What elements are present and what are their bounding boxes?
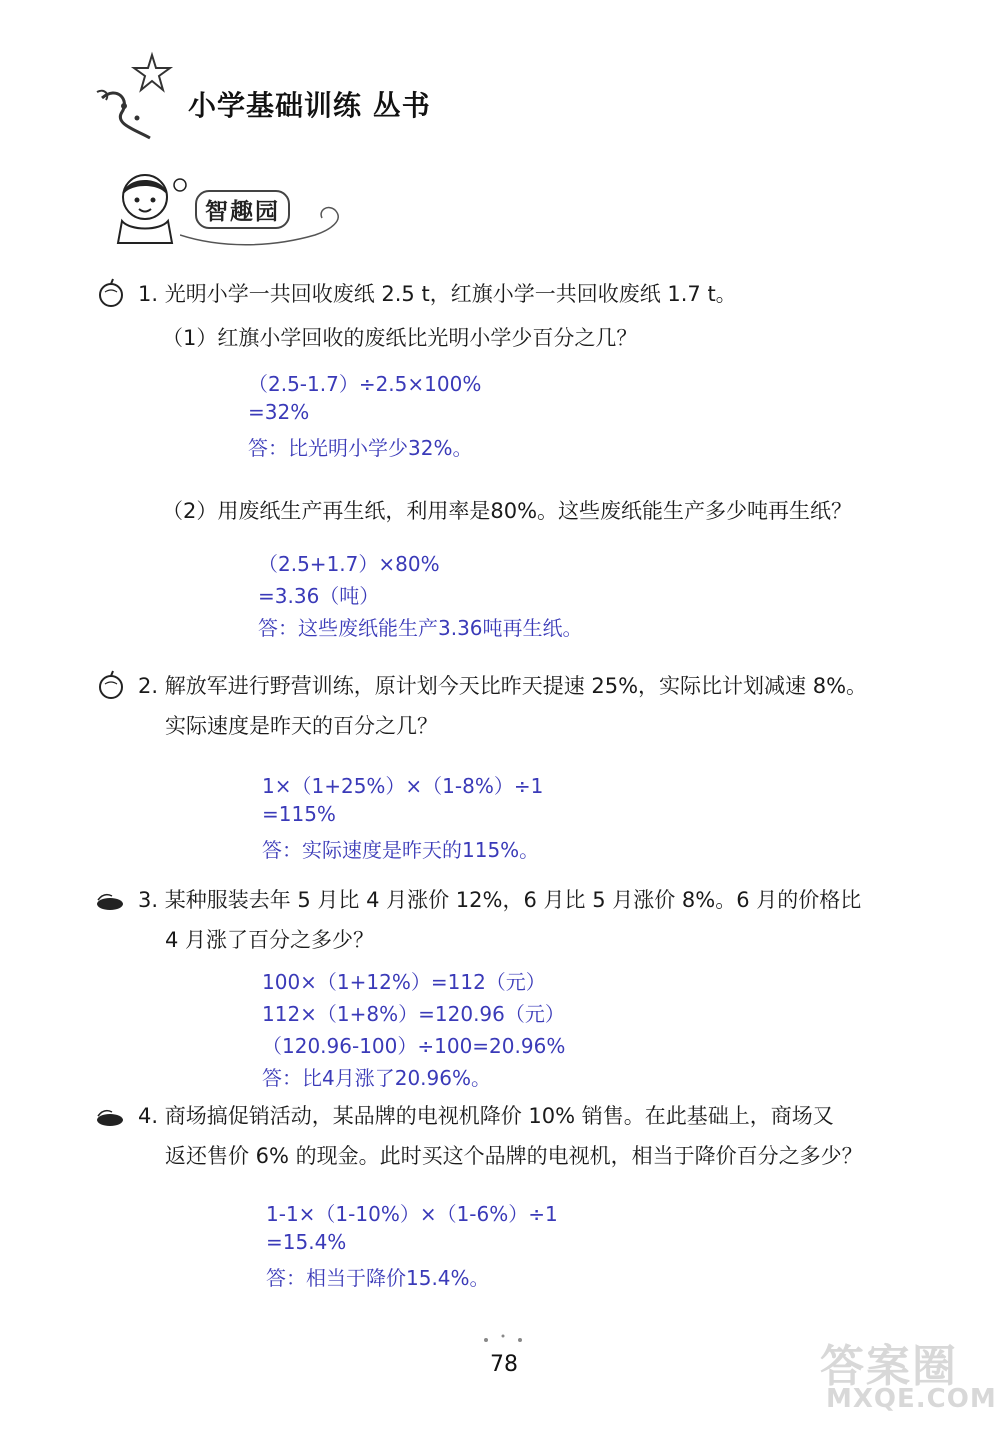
series-title: 小学基础训练 丛书: [188, 89, 431, 122]
question-4-text-line-2: 返还售价 6% 的现金。此时买这个品牌的电视机，相当于降价百分之多少？: [165, 1144, 863, 1168]
question-2-text-line-1: 2. 解放军进行野营训练，原计划今天比昨天提速 25%，实际比计划减速 8%。: [138, 674, 868, 698]
watermark-logo: 答案圈: [820, 1341, 958, 1392]
page-number: 78: [490, 1352, 518, 1377]
question-4-text-line-1: 4. 商场搞促销活动，某品牌的电视机降价 10% 销售。在此基础上，商场又: [138, 1104, 834, 1128]
apple-icon: [96, 278, 126, 308]
q1p2-answer-line-1: （2.5+1.7）×80%: [258, 552, 440, 576]
q3-answer-line-4: 答：比4月涨了20.96%。: [262, 1066, 491, 1090]
q1p1-answer-line-2: =32%: [248, 400, 310, 424]
q1p1-answer-line-1: （2.5-1.7）÷2.5×100%: [248, 372, 482, 396]
question-1-text: 1. 光明小学一共回收废纸 2.5 t，红旗小学一共回收废纸 1.7 t。: [138, 282, 737, 306]
q3-answer-line-2: 112×（1+8%）=120.96（元）: [262, 1002, 565, 1026]
star-fairy-icon: [92, 50, 187, 145]
q2-answer-line-3: 答：实际速度是昨天的115%。: [262, 838, 540, 862]
question-2-text-line-2: 实际速度是昨天的百分之几？: [165, 714, 438, 738]
q1p1-answer-line-3: 答：比光明小学少32%。: [248, 436, 473, 460]
watermark-url: MXQE.COM: [826, 1384, 997, 1414]
q4-answer-line-3: 答：相当于降价15.4%。: [266, 1266, 490, 1290]
apple-icon: [96, 670, 126, 700]
seed-icon: [94, 1106, 126, 1130]
q2-answer-line-2: =115%: [262, 802, 336, 826]
question-3-text-line-2: 4 月涨了百分之多少？: [165, 928, 375, 952]
q1p2-answer-line-3: 答：这些废纸能生产3.36吨再生纸。: [258, 616, 583, 640]
question-1-part-2: （2）用废纸生产再生纸，利用率是80%。这些废纸能生产多少吨再生纸？: [162, 499, 853, 523]
q3-answer-line-3: （120.96-100）÷100=20.96%: [262, 1034, 566, 1058]
question-3-text-line-1: 3. 某种服装去年 5 月比 4 月涨价 12%，6 月比 5 月涨价 8%。6 月的价格比: [138, 888, 862, 912]
q4-answer-line-2: =15.4%: [266, 1230, 347, 1254]
section-title: 智趣园: [195, 190, 290, 229]
q4-answer-line-1: 1-1×（1-10%）×（1-6%）÷1: [266, 1202, 558, 1226]
q3-answer-line-1: 100×（1+12%）=112（元）: [262, 970, 546, 994]
page-ornament: [478, 1330, 528, 1350]
question-1-part-1: （1）红旗小学回收的废纸比光明小学少百分之几？: [162, 326, 638, 350]
q1p2-answer-line-2: =3.36（吨）: [258, 584, 380, 608]
seed-icon: [94, 890, 126, 914]
q2-answer-line-1: 1×（1+25%）×（1-8%）÷1: [262, 774, 544, 798]
